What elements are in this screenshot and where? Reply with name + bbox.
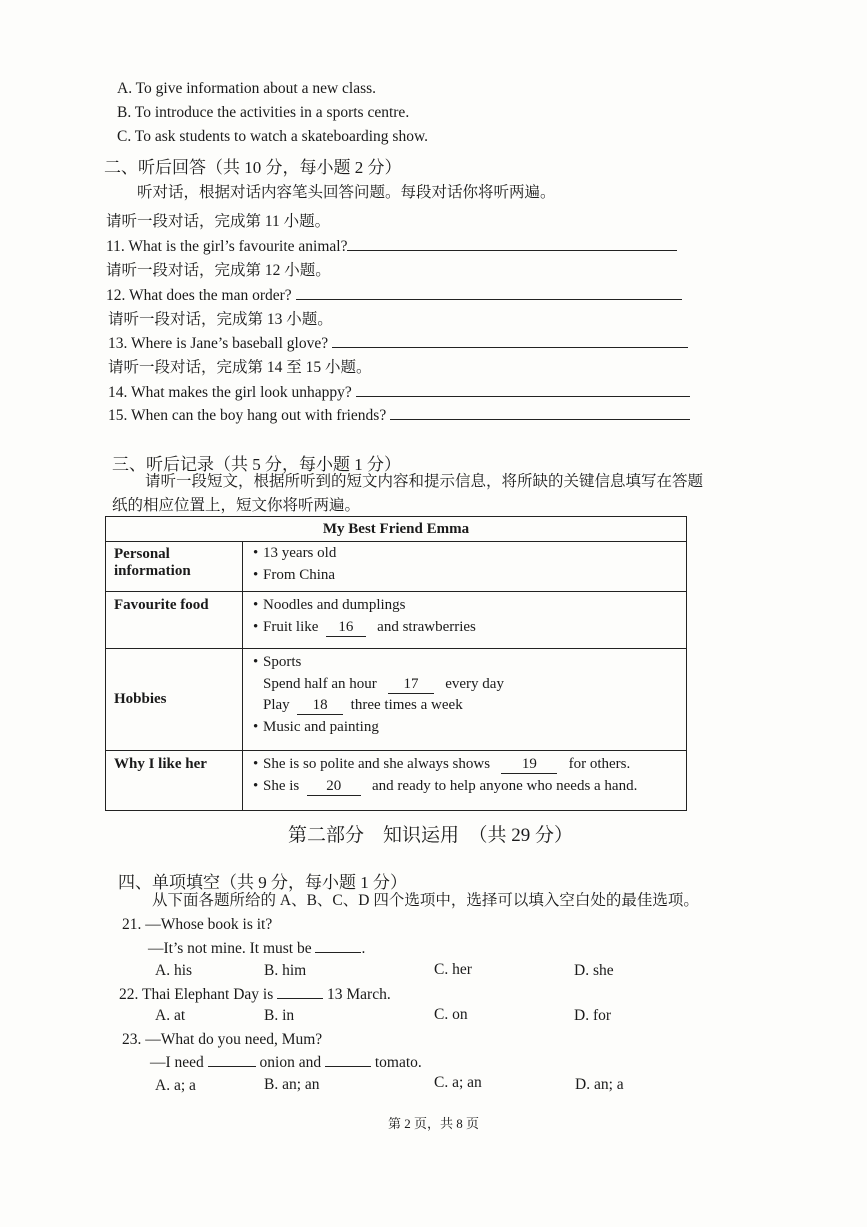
- personal-label-line-1: Personal: [114, 546, 170, 562]
- q23-option-d[interactable]: D. an; a: [575, 1076, 624, 1093]
- q23-option-a[interactable]: A. a; a: [155, 1077, 196, 1094]
- question-21-period: .: [361, 940, 366, 957]
- favourite-food-cell: • Noodles and dumplings • Fruit like 16 and strawberries: [243, 592, 687, 649]
- q22-option-b[interactable]: B. in: [264, 1007, 295, 1024]
- personal-origin: From China: [263, 566, 336, 583]
- food-item-2-post: and strawberries: [377, 618, 476, 635]
- section-3-instruction-2: 纸的相应位置上，短文你将听两遍。: [112, 497, 361, 514]
- section-4-title: 四、单项填空（共 9 分，每小题 1 分）: [118, 873, 407, 892]
- question-14: [108, 382, 690, 403]
- q22-option-d[interactable]: D. for: [574, 1007, 612, 1024]
- option-c: C. To ask students to watch a skateboarding show.: [117, 128, 429, 145]
- section-3-instruction-1: 请听一段短文，根据所听到的短文内容和提示信息，将所缺的关键信息填写在答题: [145, 473, 704, 490]
- question-23-text-c: tomato.: [374, 1054, 422, 1071]
- why-line-2-post: and ready to help anyone who needs a hand.: [372, 777, 638, 794]
- q23-option-b[interactable]: B. an; an: [264, 1076, 320, 1093]
- hobby-line-2-pre: Spend half an hour: [263, 675, 377, 692]
- option-a: A. To give information about a new class.: [117, 80, 377, 97]
- question-22-text-pre: 22. Thai Elephant Day is: [119, 986, 274, 1003]
- why-like-cell: • She is so polite and she always shows 19 for others. • She is 20 and ready to help anyone who needs a hand.: [243, 751, 687, 811]
- prompt-12: 请听一段对话，完成第 12 小题。: [106, 262, 331, 279]
- question-13: [108, 333, 688, 354]
- option-b: B. To introduce the activities in a sports centre.: [117, 104, 410, 121]
- blank-16[interactable]: 16: [326, 619, 366, 637]
- why-line-1-post: for others.: [568, 756, 631, 772]
- personal-age: 13 years old: [263, 545, 337, 561]
- table-title: My Best Friend Emma: [106, 517, 687, 542]
- answer-blank-15[interactable]: [390, 405, 690, 420]
- section-2-title: 二、听后回答（共 10 分，每小题 2 分）: [104, 158, 402, 177]
- blank-17[interactable]: 17: [388, 676, 434, 694]
- q21-option-c[interactable]: C. her: [434, 961, 472, 978]
- hobby-line-2-post: every day: [445, 675, 504, 692]
- answer-blank-23b[interactable]: [325, 1052, 371, 1067]
- question-11: [106, 236, 677, 257]
- section-2-instruction: 听对话，根据对话内容笔头回答问题。每段对话你将听两遍。: [137, 184, 556, 201]
- question-12-text: 12. What does the man order?: [106, 287, 292, 304]
- personal-info-cell: • 13 years old • From China: [243, 542, 687, 592]
- hobby-music: Music and painting: [263, 718, 379, 735]
- answer-blank-11[interactable]: [347, 236, 677, 251]
- answer-blank-23a[interactable]: [208, 1052, 256, 1067]
- best-friend-table: [105, 516, 687, 811]
- question-21-line-1: 21. —Whose book is it?: [122, 916, 273, 933]
- question-13-text: 13. Where is Jane’s baseball glove?: [108, 335, 329, 352]
- q22-option-a[interactable]: A. at: [155, 1007, 186, 1024]
- hobbies-label: Hobbies: [106, 649, 243, 751]
- hobby-line-3-post: three times a week: [350, 697, 463, 713]
- question-23-line-1: 23. —What do you need, Mum?: [122, 1031, 323, 1048]
- question-21-line-2-text: —It’s not mine. It must be: [148, 940, 312, 957]
- question-23-text-a: —I need: [150, 1054, 204, 1071]
- answer-blank-13[interactable]: [332, 333, 688, 348]
- hobby-line-3-pre: Play: [263, 697, 290, 713]
- prompt-11: 请听一段对话，完成第 11 小题。: [106, 213, 331, 230]
- question-23-text-b: onion and: [259, 1054, 322, 1071]
- question-15-text: 15. When can the boy hang out with friends?: [108, 407, 387, 424]
- question-21-line-2: [148, 938, 365, 959]
- section-4-instruction: 从下面各题所给的 A、B、C、D 四个选项中，选择可以填入空白处的最佳选项。: [152, 892, 699, 909]
- q22-option-c[interactable]: C. on: [434, 1006, 468, 1023]
- food-item-1: Noodles and dumplings: [263, 597, 406, 613]
- question-22-line-1: [119, 984, 391, 1005]
- question-15: [108, 405, 690, 426]
- part-2-title: 第二部分 知识运用 （共 29 分）: [288, 825, 574, 846]
- hobbies-cell: • Sports Spend half an hour 17 every day Play 18 three times a week • Music and painting: [243, 649, 687, 751]
- question-11-text: 11. What is the girl’s favourite animal?: [106, 238, 348, 255]
- q21-option-b[interactable]: B. him: [264, 962, 307, 979]
- personal-info-label: [106, 542, 243, 592]
- section-3-title: 三、听后记录（共 5 分，每小题 1 分）: [112, 455, 401, 474]
- prompt-13: 请听一段对话，完成第 13 小题。: [108, 311, 333, 328]
- answer-blank-21[interactable]: [315, 938, 361, 953]
- blank-18[interactable]: 18: [297, 697, 343, 715]
- q21-option-a[interactable]: A. his: [155, 962, 193, 979]
- why-like-label: Why I like her: [106, 751, 243, 811]
- question-12: [106, 285, 682, 306]
- blank-19[interactable]: 19: [501, 756, 557, 774]
- blank-20[interactable]: 20: [307, 778, 361, 796]
- question-14-text: 14. What makes the girl look unhappy?: [108, 384, 352, 401]
- question-22-text-post: 13 March.: [327, 986, 391, 1003]
- hobby-sports: Sports: [263, 654, 302, 670]
- personal-label-line-2: information: [114, 563, 191, 579]
- answer-blank-14[interactable]: [356, 382, 690, 397]
- food-item-2-pre: Fruit like: [263, 618, 319, 635]
- prompt-14-15: 请听一段对话，完成第 14 至 15 小题。: [108, 359, 372, 376]
- q23-option-c[interactable]: C. a; an: [434, 1074, 482, 1091]
- page-footer: 第 2 页，共 8 页: [387, 1116, 479, 1131]
- answer-blank-12[interactable]: [296, 285, 682, 300]
- favourite-food-label: Favourite food: [106, 592, 243, 649]
- q21-option-d[interactable]: D. she: [574, 962, 614, 979]
- answer-blank-22[interactable]: [277, 984, 323, 999]
- why-line-2-pre: She is: [263, 777, 300, 794]
- question-23-line-2: [150, 1052, 422, 1073]
- why-line-1-pre: She is so polite and she always shows: [263, 756, 491, 772]
